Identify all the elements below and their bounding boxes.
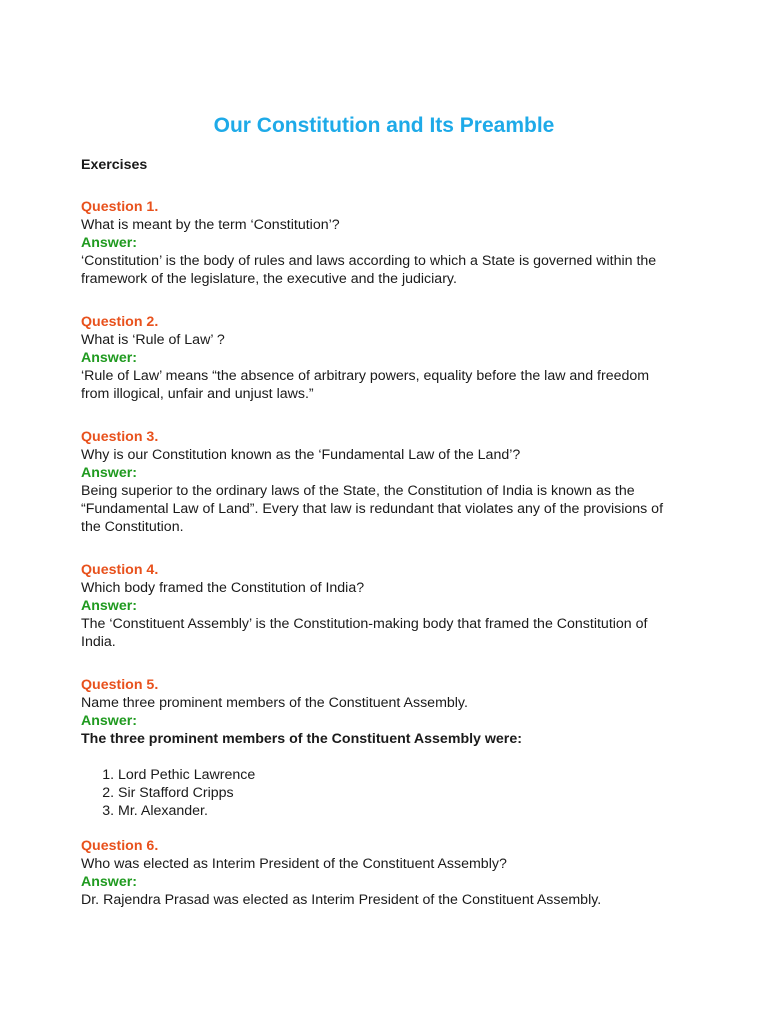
question-text: Name three prominent members of the Constituent Assembly. bbox=[81, 695, 468, 711]
question-text: Which body framed the Constitution of India? bbox=[81, 580, 365, 596]
question-label: Question 6. bbox=[81, 838, 159, 854]
section-heading: Exercises bbox=[81, 157, 148, 173]
answer-text: Being superior to the ordinary laws of the State, the Constitution of India is known as the “Fundamental Law of Land”. Every that law is redundant that violates any of the provisions of the Constitution. bbox=[81, 483, 664, 535]
list-item: 2. Sir Stafford Cripps bbox=[118, 784, 681, 802]
answer-label: Answer: bbox=[81, 874, 137, 890]
answer-label: Answer: bbox=[81, 465, 137, 481]
answer-text: Dr. Rajendra Prasad was elected as Interim President of the Constituent Assembly. bbox=[81, 892, 602, 908]
answer-label: Answer: bbox=[81, 598, 137, 614]
qa-block-6 bbox=[81, 837, 681, 909]
qa-block-4 bbox=[81, 561, 681, 651]
qa-block-2 bbox=[81, 313, 681, 403]
answer-label: Answer: bbox=[81, 235, 137, 251]
question-label: Question 2. bbox=[81, 314, 159, 330]
answer-text: ‘Constitution’ is the body of rules and laws according to which a State is governed within the framework of the legislature, the executive and the judiciary. bbox=[81, 253, 657, 287]
members-list bbox=[81, 766, 681, 820]
answer-label: Answer: bbox=[81, 350, 137, 366]
answer-text: The ‘Constituent Assembly’ is the Constitution-making body that framed the Constitution of India. bbox=[81, 616, 648, 650]
qa-block-5 bbox=[81, 676, 681, 820]
question-text: Who was elected as Interim President of the Constituent Assembly? bbox=[81, 856, 507, 872]
question-label: Question 1. bbox=[81, 199, 159, 215]
list-item: 3. Mr. Alexander. bbox=[118, 802, 681, 820]
question-label: Question 5. bbox=[81, 677, 159, 693]
answer-text: ‘Rule of Law’ means “the absence of arbitrary powers, equality before the law and freedom from illogical, unfair and unjust laws.” bbox=[81, 368, 650, 402]
question-label: Question 4. bbox=[81, 562, 159, 578]
question-text: What is meant by the term ‘Constitution’? bbox=[81, 217, 340, 233]
answer-text: The three prominent members of the Constituent Assembly were: bbox=[81, 731, 522, 747]
question-label: Question 3. bbox=[81, 429, 159, 445]
question-text: What is ‘Rule of Law’ ? bbox=[81, 332, 225, 348]
question-text: Why is our Constitution known as the ‘Fundamental Law of the Land’? bbox=[81, 447, 521, 463]
answer-label: Answer: bbox=[81, 713, 137, 729]
qa-block-1 bbox=[81, 198, 681, 288]
document-body bbox=[81, 156, 681, 909]
page-title: Our Constitution and Its Preamble bbox=[213, 114, 555, 137]
qa-block-3 bbox=[81, 428, 681, 536]
list-item: 1. Lord Pethic Lawrence bbox=[118, 766, 681, 784]
